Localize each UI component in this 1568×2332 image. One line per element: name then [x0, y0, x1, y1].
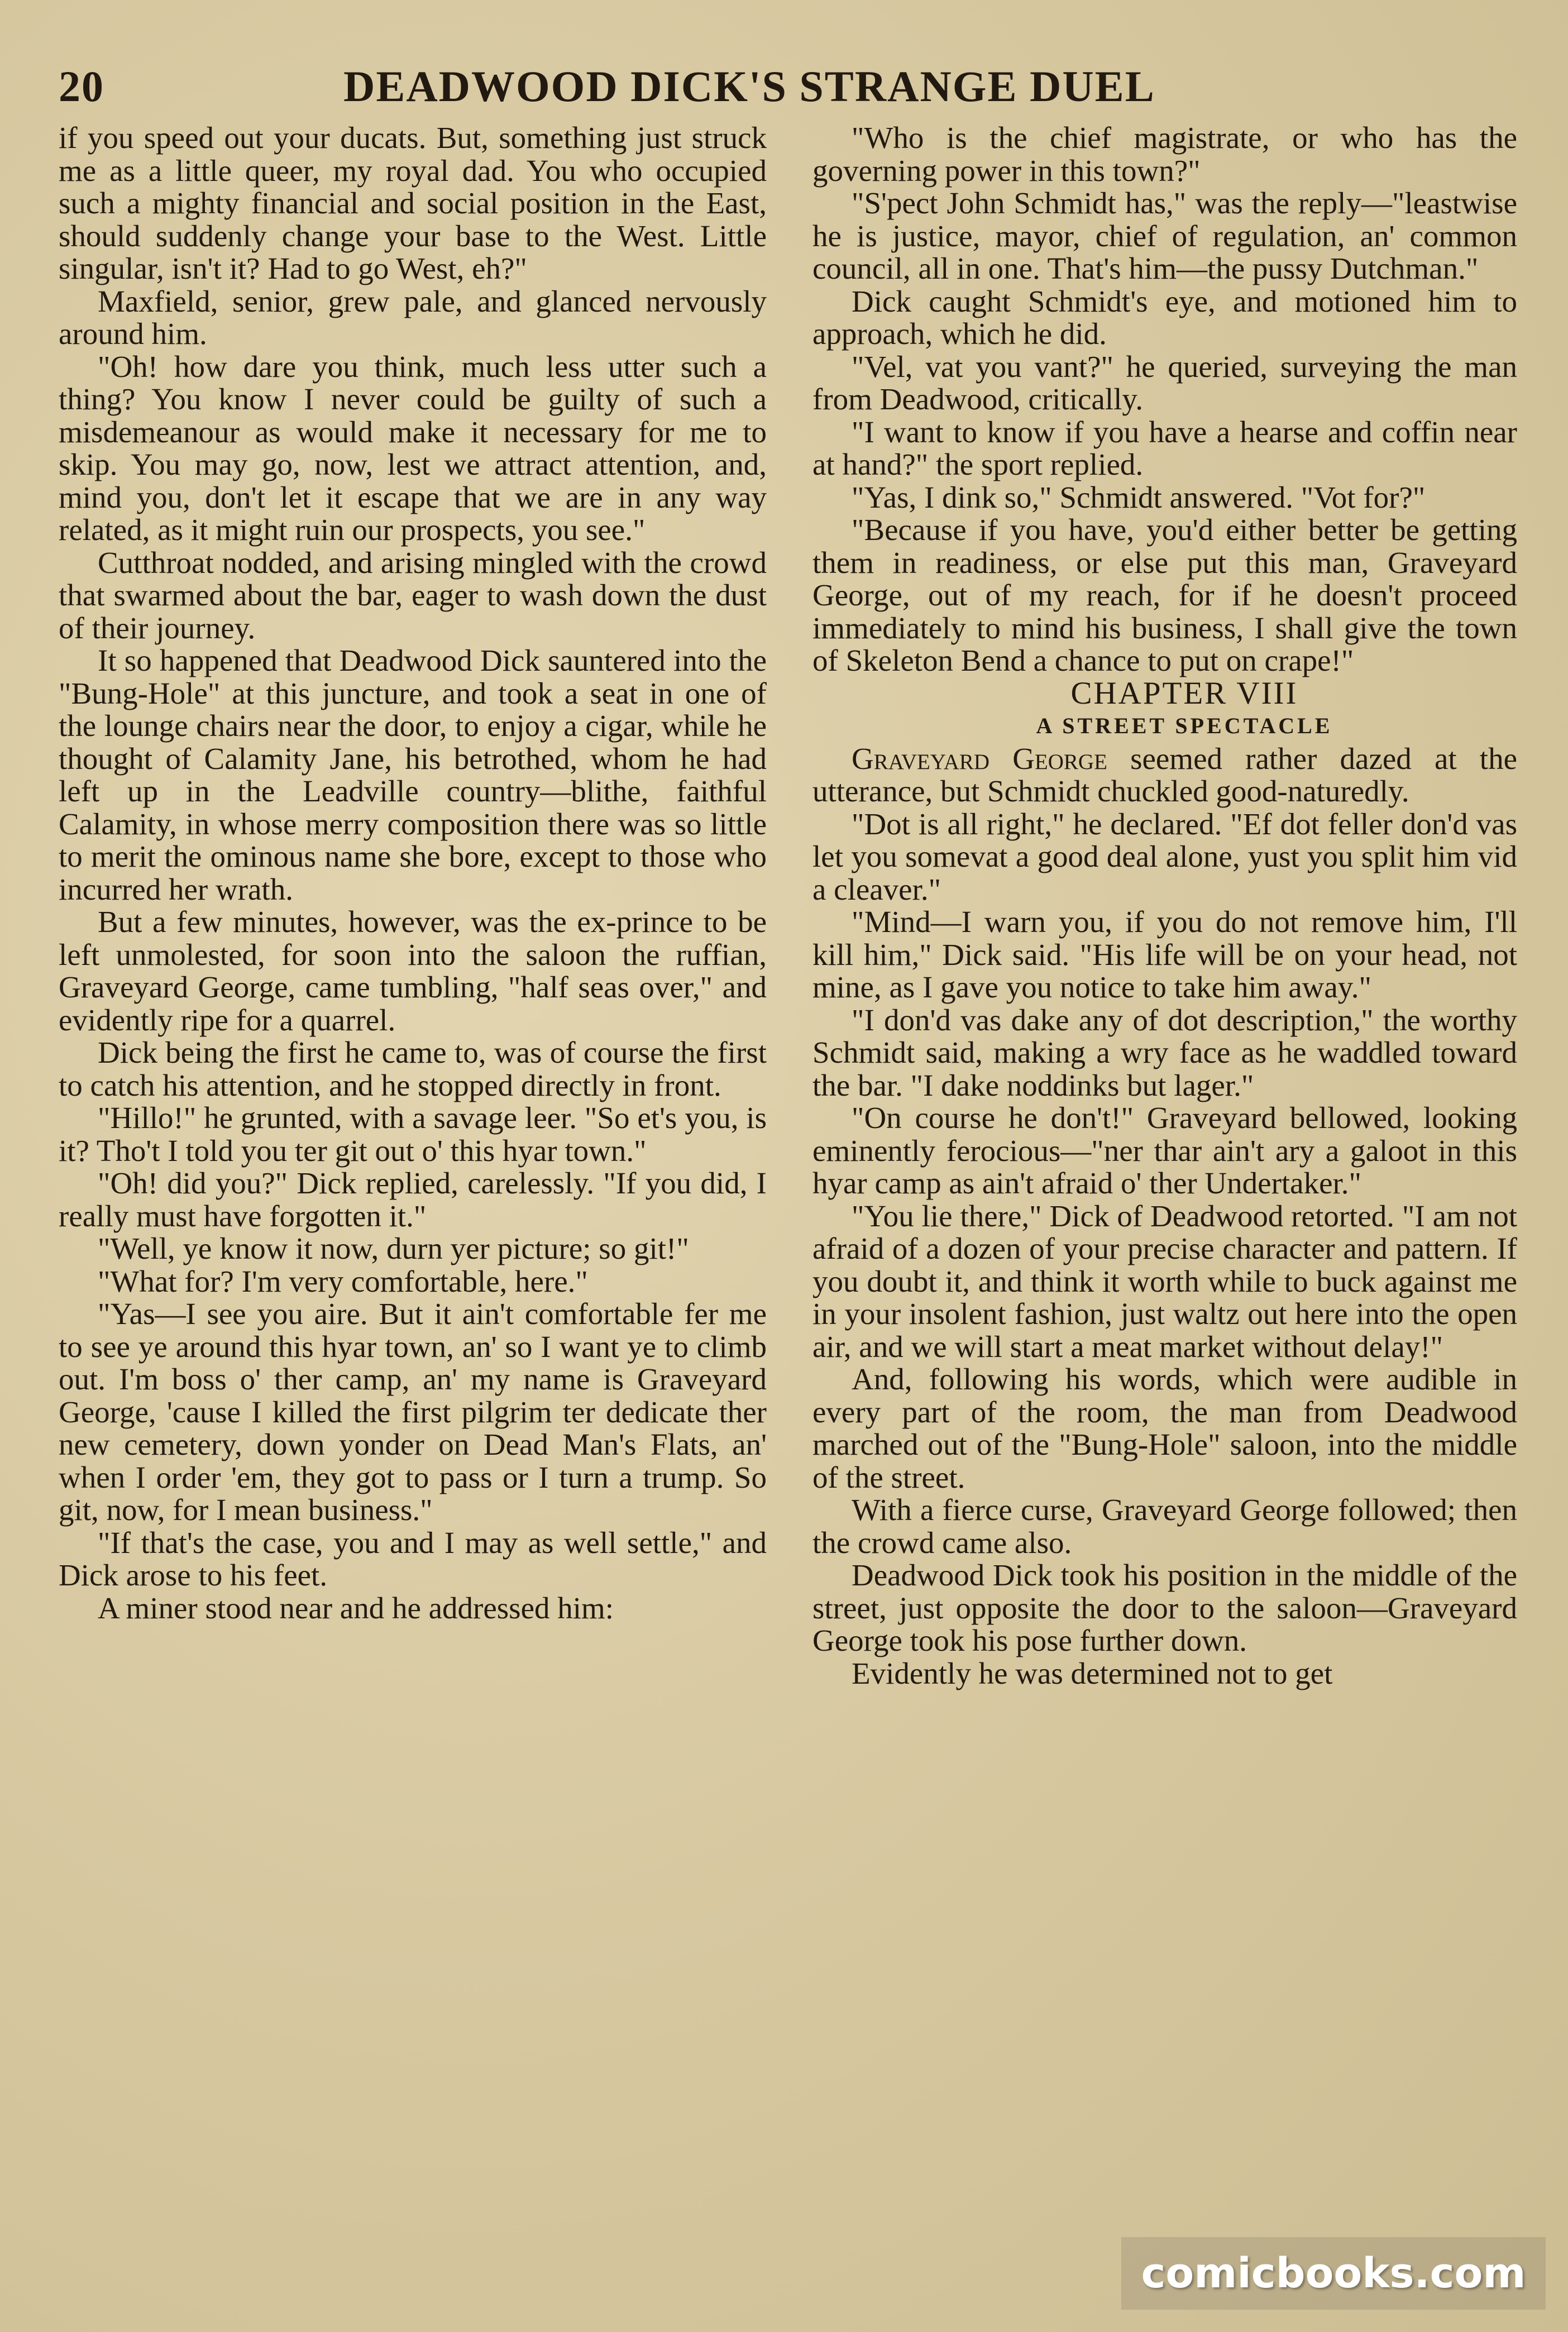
paragraph: Dick caught Schmidt's eye, and motioned him to approach, which he did. [812, 284, 1517, 351]
paragraph: "Oh! did you?" Dick replied, carelessly. "If you did, I really must have forgotten it." [59, 1166, 767, 1233]
left-column [59, 122, 767, 1624]
paragraph: "Hillo!" he grunted, with a savage leer. "So et's you, is it? Tho't I told you ter git out o' this hyar town." [59, 1101, 767, 1168]
paragraph: With a fierce curse, Graveyard George followed; then the crowd came also. [812, 1493, 1517, 1560]
paragraph: Evidently he was determined not to get [852, 1656, 1333, 1690]
paragraph: "What for? I'm very comfortable, here." [98, 1264, 588, 1298]
paragraph: "Vel, vat you vant?" he queried, surveying the man from Deadwood, critically. [812, 349, 1517, 416]
chapter-opening-name: Graveyard George [852, 741, 1107, 776]
paragraph: "Yas, I dink so," Schmidt answered. "Vot for?" [852, 480, 1426, 514]
paragraph: "Who is the chief magistrate, or who has the governing power in this town?" [812, 121, 1517, 188]
paragraph: "Oh! how dare you think, much less utter such a thing? You know I never could be guilty of such a misdemeanour as would make it necessary for me to skip. You may go, now, lest we attract attention, and, mind you, don't let it escape that we are in any way related, as it might ruin our prospects, you see." [59, 349, 767, 547]
paragraph: A miner stood near and he addressed him: [98, 1590, 614, 1625]
paragraph: "S'pect John Schmidt has," was the reply—"leastwise he is justice, mayor, chief of regulation, an' common council, all in one. That's him—the pussy Dutchman." [812, 186, 1517, 285]
paragraph: "Dot is all right," he declared. "Ef dot feller don'd vas let you somevat a good deal alone, yust you split him vid a cleaver." [812, 806, 1517, 906]
chapter-subtitle: A STREET SPECTACLE [1036, 713, 1333, 738]
paragraph: "You lie there," Dick of Deadwood retorted. "I am not afraid of a dozen of your precise character and pattern. If you doubt it, and think it worth while to buck against me in your insolent fashion, just waltz out here into the open air, and we will start a meat market without delay!" [812, 1198, 1517, 1364]
paragraph: And, following his words, which were audible in every part of the room, the man from Deadwood marched out of the "Bung-Hole" saloon, into the middle of the street. [812, 1362, 1517, 1494]
paragraph: "Well, ye know it now, durn yer picture; so git!" [98, 1231, 689, 1265]
right-column [812, 122, 1517, 1690]
paragraph: "I don'd vas dake any of dot description," the worthy Schmidt said, making a wry face as he waddled toward the bar. "I dake noddinks but lager." [812, 1002, 1517, 1102]
paragraph: Cutthroat nodded, and arising mingled with the crowd that swarmed about the bar, eager to wash down the dust of their journey. [59, 545, 767, 645]
paragraph: "If that's the case, you and I may as well settle," and Dick arose to his feet. [59, 1525, 767, 1592]
paragraph: "I want to know if you have a hearse and coffin near at hand?" the sport replied. [812, 414, 1517, 481]
paragraph: "Because if you have, you'd either better be getting them in readiness, or else put this man, Graveyard George, out of my reach, for if he doesn't proceed immediately to mind his business, I shall give the town of Skeleton Bend a chance to put on crape!" [812, 513, 1517, 677]
paragraph: if you speed out your ducats. But, something just struck me as a little queer, my royal dad. You who occupied such a mighty financial and social position in the East, should suddenly change your base to the West. Little singular, isn't it? Had to go West, eh?" [59, 121, 767, 285]
paragraph: Dick being the first he came to, was of course the first to catch his attention, and he stopped directly in front. [59, 1035, 767, 1102]
chapter-opening-text: seemed rather dazed at the utterance, but Schmidt chuckled good-naturedly. [812, 741, 1518, 808]
paragraph: But a few minutes, however, was the ex-prince to be left unmolested, for soon into the saloon the ruffian, Graveyard George, came tumbling, "half seas over," and evidently ripe for a quarrel. [59, 905, 767, 1037]
paragraph: "Mind—I warn you, if you do not remove him, I'll kill him," Dick said. "His life will be on your head, not mine, as I gave you notice to take him away." [812, 905, 1517, 1004]
paragraph: "Yas—I see you aire. But it ain't comfortable fer me to see ye around this hyar town, an' so I want ye to climb out. I'm boss o' ther camp, an' my name is Graveyard George, 'cause I killed the first pilgrim ter dedicate ther new cemetery, down yonder on Dead Man's Flats, an' when I order 'em, they got to pass or I turn a trump. So git, now, for I mean business." [59, 1297, 767, 1527]
running-title: DEADWOOD DICK'S STRANGE DUEL [343, 62, 1155, 111]
paragraph: Deadwood Dick took his position in the middle of the street, just opposite the door to the saloon—Graveyard George took his pose further down. [812, 1558, 1517, 1657]
page-number: 20 [59, 62, 104, 111]
chapter-opening-paragraph [812, 743, 1517, 808]
site-watermark: comicbooks.com [1121, 2237, 1546, 2310]
page-header [59, 56, 1533, 117]
paragraph: It so happened that Deadwood Dick sauntered into the "Bung-Hole" at this juncture, and took a seat in one of the lounge chairs near the door, to enjoy a cigar, while he thought of Calamity Jane, his betrothed, whom he had left up in the Leadville country—blithe, faithful Calamity, in whose merry composition there was so little to merit the ominous name she bore, except to those who incurred her wrath. [59, 643, 767, 906]
paragraph: Maxfield, senior, grew pale, and glanced nervously around him. [59, 284, 767, 351]
chapter-title: CHAPTER VIII [1070, 675, 1298, 711]
paragraph: "On course he don't!" Graveyard bellowed, looking eminently ferocious—"ner thar ain't ary a galoot in this hyar camp as ain't afraid o' ther Undertaker." [812, 1101, 1517, 1200]
